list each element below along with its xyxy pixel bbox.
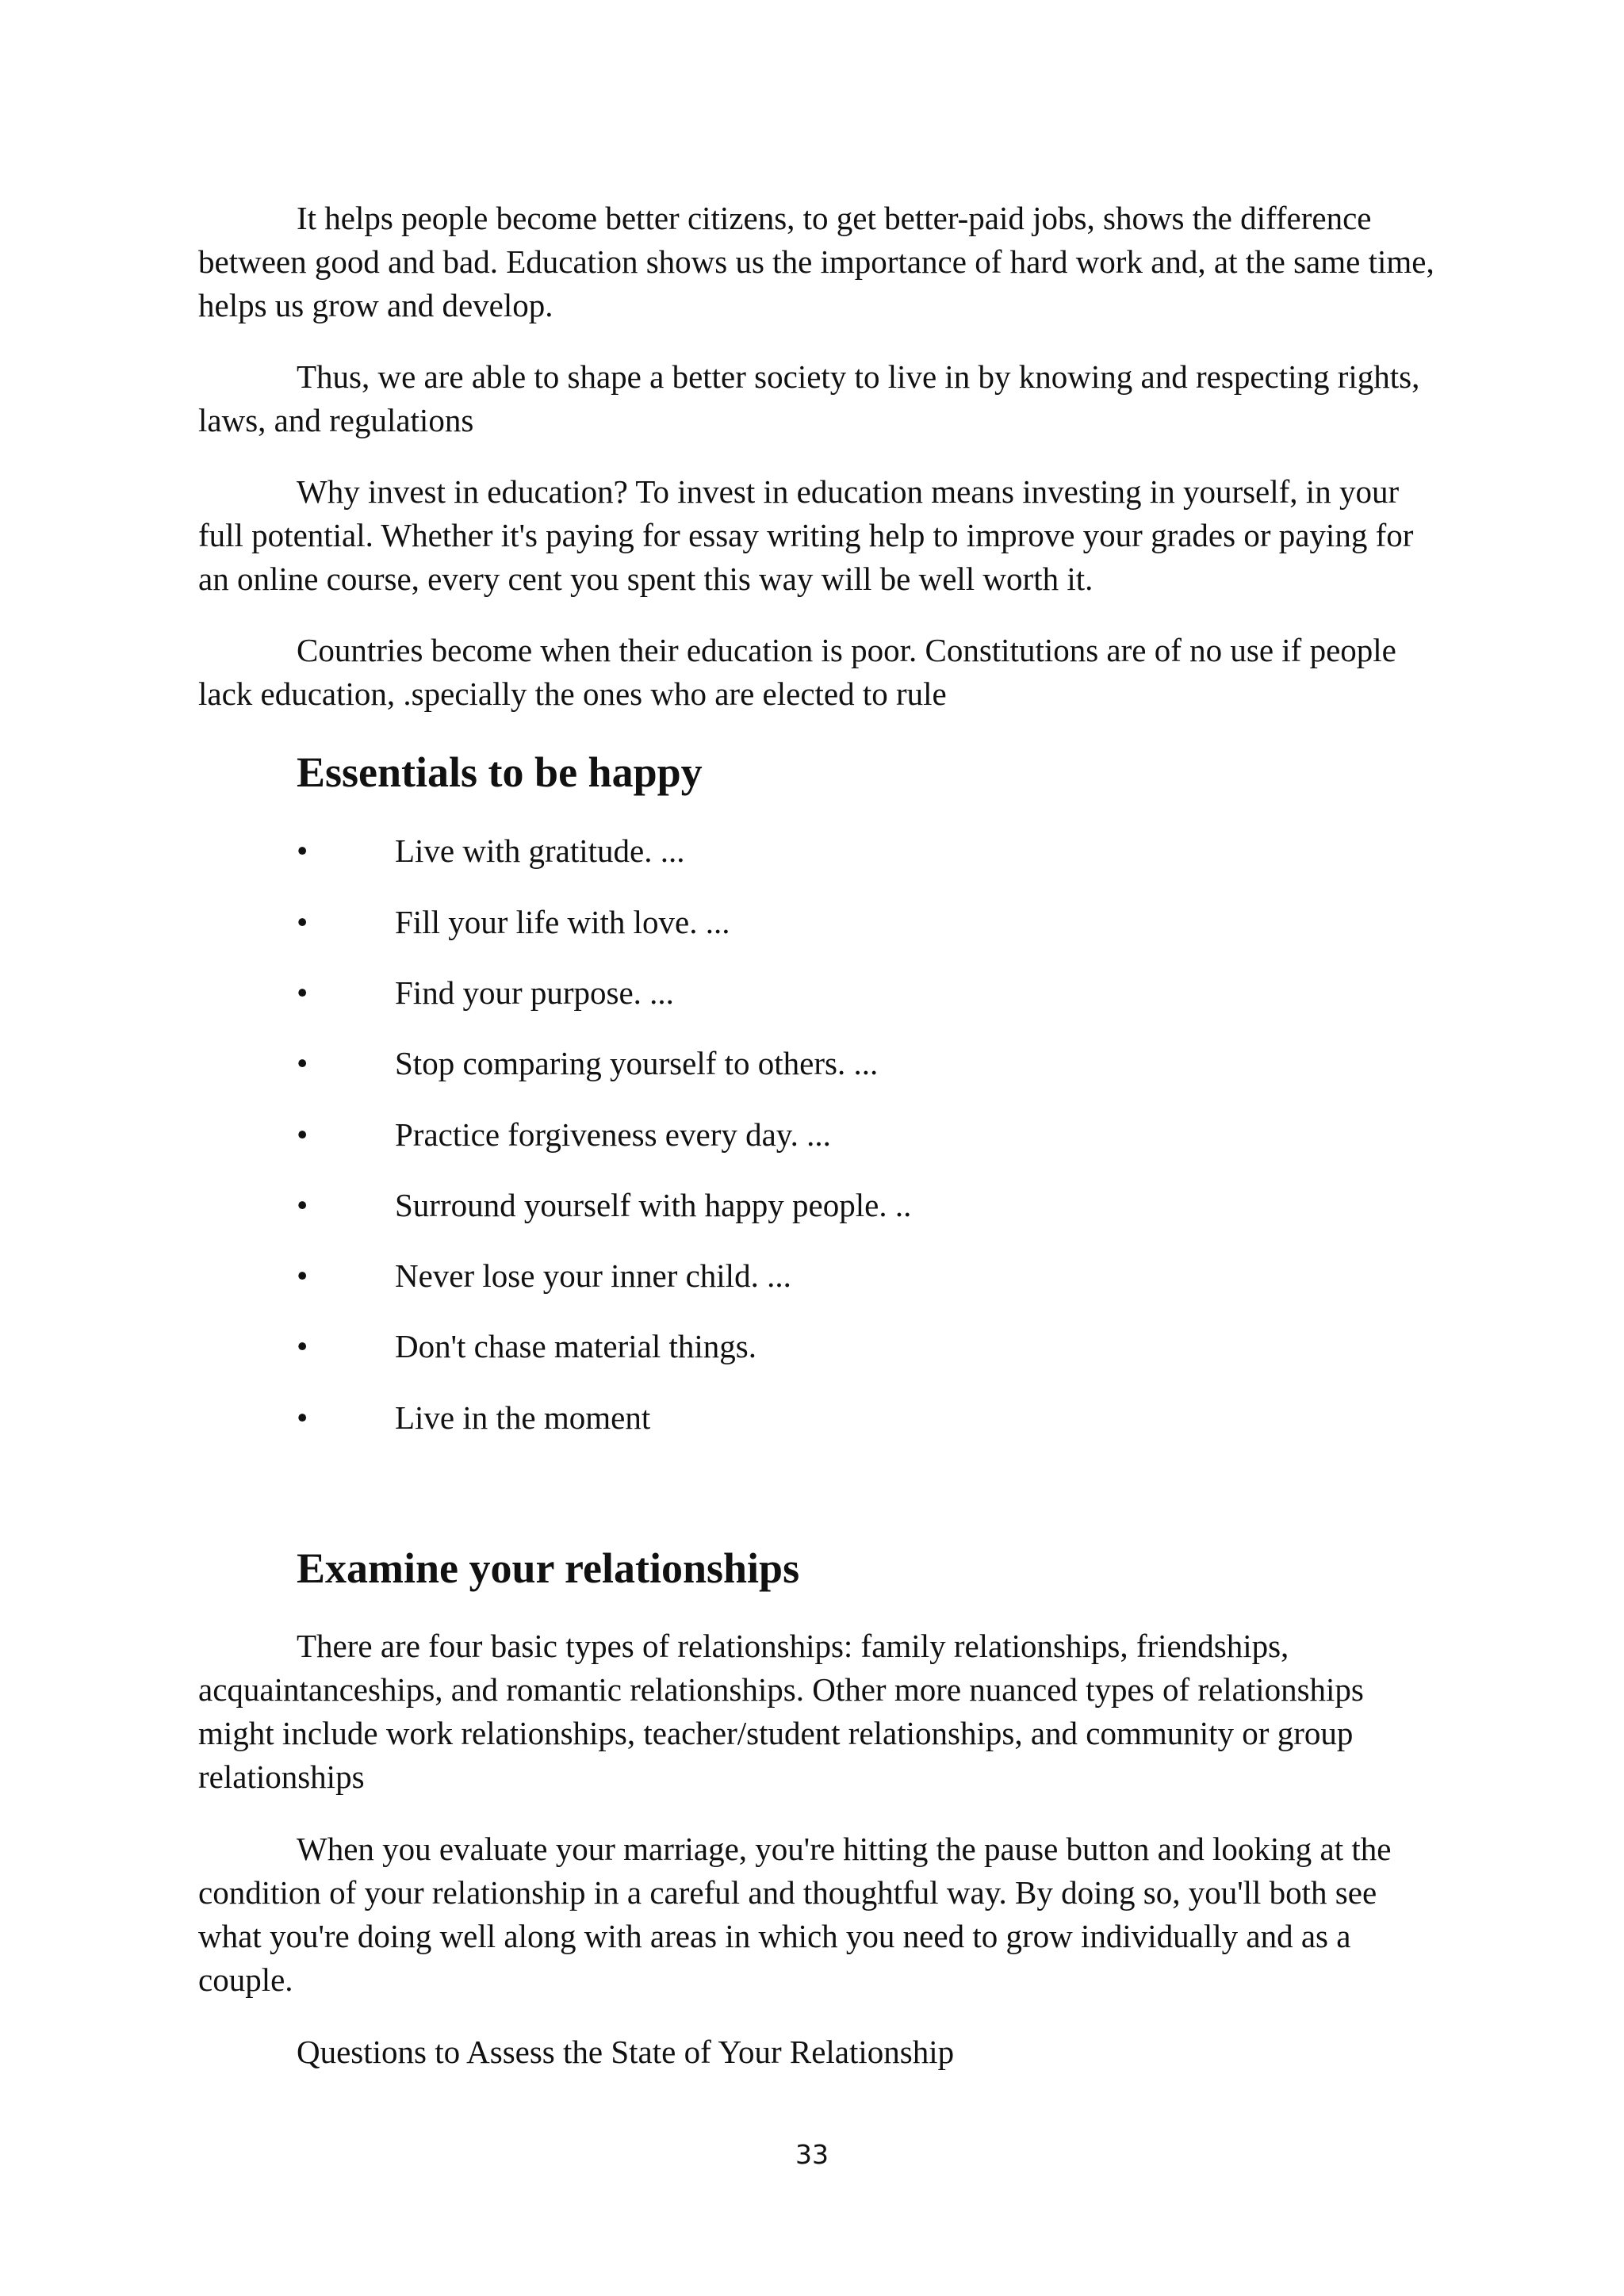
paragraph-education-benefits [198,197,1443,327]
page-number: 33 [795,2139,829,2170]
bullet-icon: • [297,832,308,869]
bullet-icon: • [297,1045,308,1081]
paragraph-questions-assess [198,2030,1443,2074]
paragraph-text: Why invest in education? To invest in education means investing in yourself, in your full potential. Whether it's paying for essay writing help to improve your grades or paying for an online course, every cent you spent this way will be well worth it. [198,473,1414,597]
list-item-text: Find your purpose. ... [395,974,674,1011]
paragraph-text: It helps people become better citizens, to get better-paid jobs, shows the difference between good and bad. Education shows us the importance of hard work and, at the same time, helps us grow and develop. [198,200,1434,323]
list-item-text: Surround yourself with happy people. .. [395,1187,912,1223]
list-item-text: Stop comparing yourself to others. ... [395,1045,879,1081]
list-item-text: Live with gratitude. ... [395,832,685,869]
paragraph-text: Thus, we are able to shape a better society to live in by knowing and respecting rights, laws, and regulations [198,358,1420,438]
list-item-text: Practice forgiveness every day. ... [395,1116,831,1153]
bullet-icon: • [297,1328,308,1364]
paragraph-relationship-types [198,1624,1443,1799]
section-heading-relationships: Examine your relationships [297,1544,800,1592]
bullet-icon: • [297,1257,308,1294]
list-item-text: Live in the moment [395,1399,651,1436]
bullet-icon: • [297,1187,308,1223]
paragraph-countries [198,629,1443,716]
bullet-icon: • [297,1399,308,1436]
paragraph-text: Countries become when their education is poor. Constitutions are of no use if people lack education, .specially the ones who are elected to rule [198,632,1396,712]
paragraph-evaluate-marriage [198,1827,1443,2002]
bullet-icon: • [297,1116,308,1153]
paragraph-invest-education [198,470,1443,601]
paragraph-text: When you evaluate your marriage, you're hitting the pause button and looking at the condition of your relationship in a careful and thoughtful way. By doing so, you'll both see what you're doing well along with areas in which you need to grow individually and as a couple. [198,1831,1392,1998]
list-item-text: Don't chase material things. [395,1328,756,1364]
paragraph-better-society [198,355,1443,442]
paragraph-text: There are four basic types of relationships: family relationships, friendships, acquaintanceships, and romantic relationships. Other more nuanced types of relationships might include work relationships, teacher/student relationships, and community or group relationships [198,1628,1364,1795]
paragraph-text: Questions to Assess the State of Your Relationship [297,2034,955,2070]
bullet-icon: • [297,974,308,1011]
section-heading-happy: Essentials to be happy [297,748,703,796]
list-item-text: Fill your life with love. ... [395,904,730,940]
bullet-icon: • [297,904,308,940]
list-item-text: Never lose your inner child. ... [395,1257,791,1294]
